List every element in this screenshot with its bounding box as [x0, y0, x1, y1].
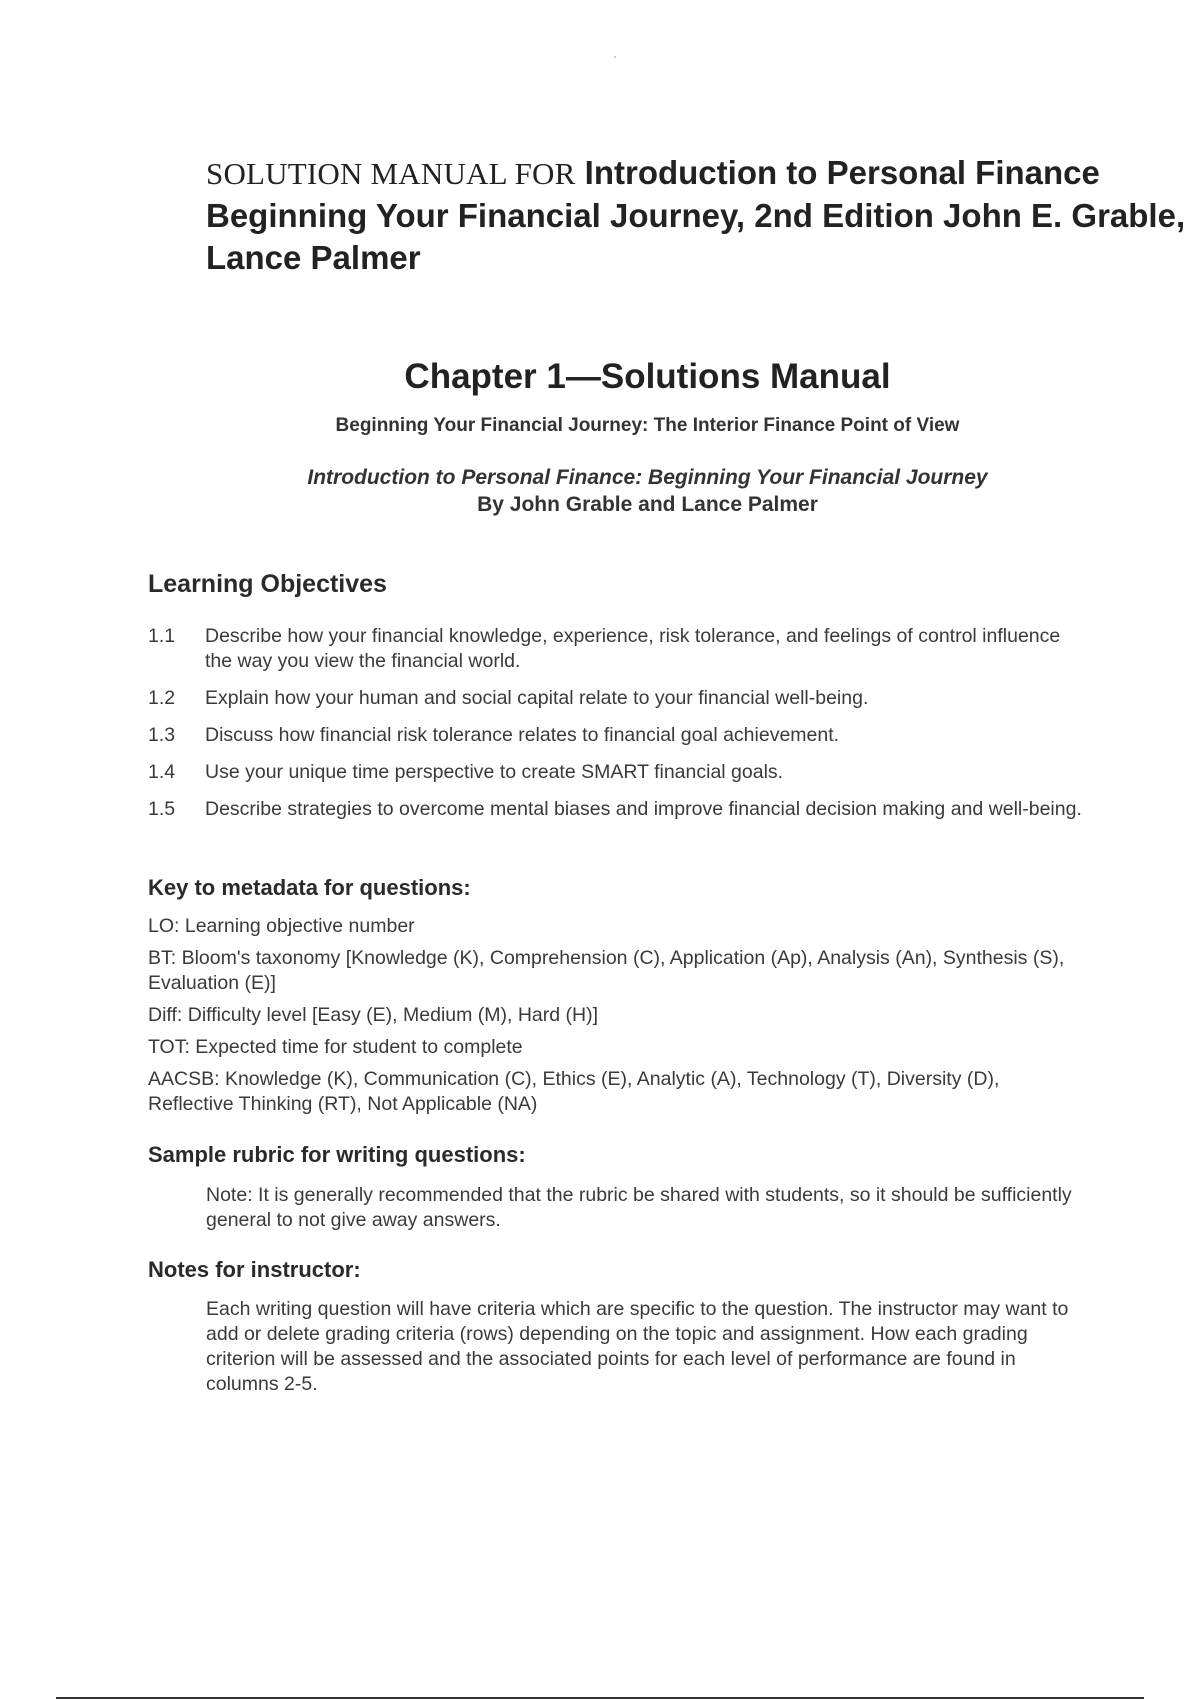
objective-item: [148, 760, 1088, 785]
book-title: Introduction to Personal Finance: Beginning Your Financial Journey: [307, 466, 988, 489]
objective-item: [148, 723, 1088, 748]
document-title: [206, 152, 1186, 279]
objective-text: Describe how your financial knowledge, experience, risk tolerance, and feelings of control influence the way you view the financial world.: [205, 625, 1061, 672]
objective-text: Describe strategies to overcome mental biases and improve financial decision making and well-being.: [205, 798, 1082, 820]
metadata-key-heading: Key to metadata for questions:: [148, 875, 471, 900]
objective-number: 1.4: [148, 761, 176, 783]
learning-objectives-heading: Learning Objectives: [148, 570, 387, 598]
metadata-key-list: [148, 914, 1088, 1124]
objective-text: Discuss how financial risk tolerance relates to financial goal achievement.: [205, 724, 840, 746]
metadata-item: BT: Bloom's taxonomy [Knowledge (K), Comprehension (C), Application (Ap), Analysis (An), Synthesis (S), Evaluation (E)]: [148, 947, 1065, 994]
objective-text: Explain how your human and social capital relate to your financial well-being.: [205, 687, 869, 709]
page-bottom-rule: [56, 1697, 1144, 1699]
metadata-item: TOT: Expected time for student to complete: [148, 1036, 523, 1058]
objective-number: 1.1: [148, 625, 176, 647]
instructor-notes-heading: Notes for instructor:: [148, 1257, 361, 1282]
learning-objectives-list: [148, 624, 1088, 834]
scan-speck: [614, 56, 616, 58]
document-title-main: Introduction to Personal Finance Beginning Your Financial Journey, 2nd Edition John E. Grable, Lance Palmer: [206, 154, 1186, 276]
objective-item: [148, 624, 1088, 674]
book-authors: By John Grable and Lance Palmer: [477, 493, 818, 516]
chapter-title: Chapter 1—Solutions Manual: [404, 357, 891, 396]
objective-number: 1.2: [148, 687, 176, 709]
objective-number: 1.3: [148, 724, 176, 746]
metadata-item: Diff: Difficulty level [Easy (E), Medium (M), Hard (H)]: [148, 1004, 599, 1026]
metadata-item: AACSB: Knowledge (K), Communication (C), Ethics (E), Analytic (A), Technology (T), Diversity (D), Reflective Thinking (RT), Not Applicable (NA): [148, 1068, 1000, 1115]
objective-text: Use your unique time perspective to create SMART financial goals.: [205, 761, 784, 783]
document-title-prefix: SOLUTION MANUAL FOR: [206, 156, 576, 191]
metadata-item: LO: Learning objective number: [148, 915, 415, 937]
instructor-notes-text: Each writing question will have criteria which are specific to the question. The instructor may want to add or delete grading criteria (rows) depending on the topic and assignment. How each grading criterion will be assessed and the associated points for each level of performance are found in columns 2-5.: [206, 1298, 1069, 1395]
objective-item: [148, 797, 1088, 822]
objective-item: [148, 686, 1088, 711]
objective-number: 1.5: [148, 798, 176, 820]
sample-rubric-note: Note: It is generally recommended that the rubric be shared with students, so it should be sufficiently general to not give away answers.: [206, 1184, 1072, 1231]
sample-rubric-heading: Sample rubric for writing questions:: [148, 1142, 526, 1167]
chapter-subtitle: Beginning Your Financial Journey: The Interior Finance Point of View: [335, 415, 960, 436]
